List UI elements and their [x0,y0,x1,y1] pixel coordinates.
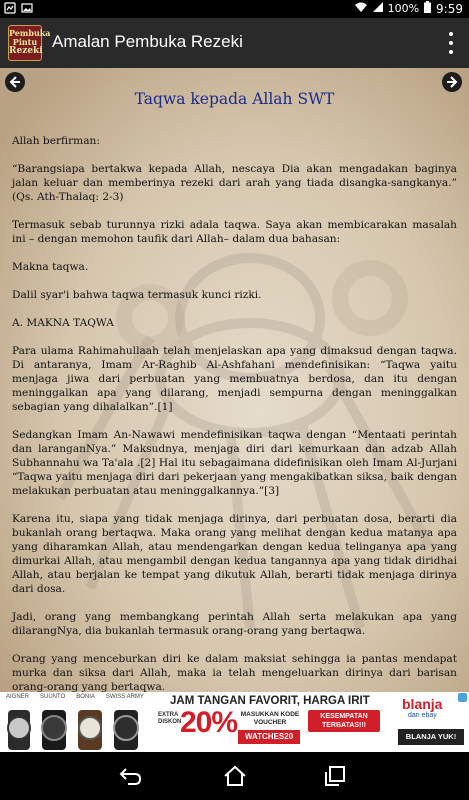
arrow-left-icon[interactable] [5,72,25,92]
ad-extra-label: EXTRA DISKON [158,712,182,725]
nav-recents-icon[interactable] [322,764,348,788]
watches-image [2,694,152,750]
ad-brand-sub: dan ebay [408,712,437,719]
battery-icon [424,1,431,16]
ad-brand-logo: blanja [402,696,443,712]
arrow-right-icon[interactable] [442,72,462,92]
clock: 9:59 [436,1,463,16]
wifi-icon [354,2,368,16]
app-logo: Pembuka Pintu Rezeki [8,25,42,61]
article-paragraph: Orang yang menceburkan diri ke dalam maksiat sehingga ia pantas mendapat murka dan siksa dari Allah, maka ia telah mengeluarkan dirinya dari barisan orang-orang yang bertaqwa. [12,653,457,692]
article-paragraph: “Barangsiapa bertakwa kepada Allah, nescaya Dia akan mengadakan baginya jalan keluar dan memberinya rezeki dari arah yang tiada disangka-sangkanya.” (Qs. Ath-Thalaq: 2-3) [12,163,457,203]
ad-cta-button[interactable]: BLANJA YUK! [398,729,464,745]
article-paragraph: Termasuk sebab turunnya rizki adala taqwa. Saya akan membicarakan masalah ini – dengan memohon taufik dari Allah– dalam dua bahasan: [12,219,457,245]
battery-percent: 100% [387,2,420,15]
article-paragraph: Karena itu, siapa yang tidak menjaga dirinya, dari perbuatan dosa, berarti dia bukanlah orang bertaqwa. Maka orang yang melihat dengan kedua matanya apa yang diharamkan Allah, atau mendengarkan dengan kedua telinganya apa yang dimurkai Allah, atau mengambil dengan kedua tangannya apa yang tidak diridhai Allah, atau berjalan ke tempat yang dikutuk Allah, berarti tidak menjaga dirinya dari dosa. [12,513,457,595]
article-view[interactable] [0,68,469,692]
article-paragraph: Para ulama Rahimahullaah telah menjelaskan apa yang dimaksud dengan taqwa. Di antaranya, Imam Ar-Raghib Al-Ashfahani mendefinisikan: “Taqwa yaitu menjaga jiwa dari perbuatan yang membuatnya berdosa, dan itu dengan meninggalkan apa yang dilarang, menjadi sempurna dengan meninggalkan sebagian yang dihalalkan”.[1] [12,345,457,413]
article-paragraph: Makna taqwa. [12,261,89,273]
article [12,92,457,692]
ad-banner[interactable] [0,692,469,752]
notification-icon [4,2,16,14]
app-title: Amalan Pembuka Rezeki [52,32,243,51]
system-nav-bar [0,752,469,800]
article-heading: A. MAKNA TAQWA [12,317,114,329]
ad-brands: AIGNER SUUNTO BONIA SWISS ARMY [6,694,144,700]
article-paragraph: Dalil syar'i bahwa taqwa termasuk kunci rizki. [12,289,262,301]
ad-code-label: MASUKKAN KODE VOUCHER [240,711,300,726]
more-vert-icon[interactable] [447,32,455,54]
article-paragraph: Allah berfirman: [12,135,100,147]
image-icon [21,2,33,14]
ad-headline: JAM TANGAN FAVORIT, HARGA IRIT [170,695,370,707]
article-title: Taqwa kepada Allah SWT [134,90,335,108]
ad-voucher-code: WATCHES20 [238,730,300,744]
article-paragraph: Jadi, orang yang membangkang perintah Allah serta melakukan apa yang dilarangNya, dia bukanlah termasuk orang-orang yang bertaqwa. [12,611,457,637]
nav-home-icon[interactable] [222,764,248,788]
article-paragraph: Sedangkan Imam An-Nawawi mendefinisikan taqwa dengan “Mentaati perintah dan laranganNya.” Maksudnya, menjaga diri dari kemurkaan dan adzab Allah Subhannahu wa Ta'ala .[2] Hal itu sebagaimana didefinisikan oleh Imam Al-Jurjani “Taqwa yaitu menjaga diri dari pekerjaan yang mengakibatkan siksa, baik dengan melakukan perbuatan atau meninggalkannya.”[3] [12,429,457,497]
app-bar [0,18,469,68]
nav-back-icon[interactable] [118,764,144,788]
signal-icon [373,2,383,16]
ad-kesempatan-badge: KESEMPATAN TERBATAS!!! [308,710,380,732]
ad-percent: 20% [180,706,238,739]
status-bar [0,0,469,18]
adchoices-icon[interactable] [458,693,467,702]
